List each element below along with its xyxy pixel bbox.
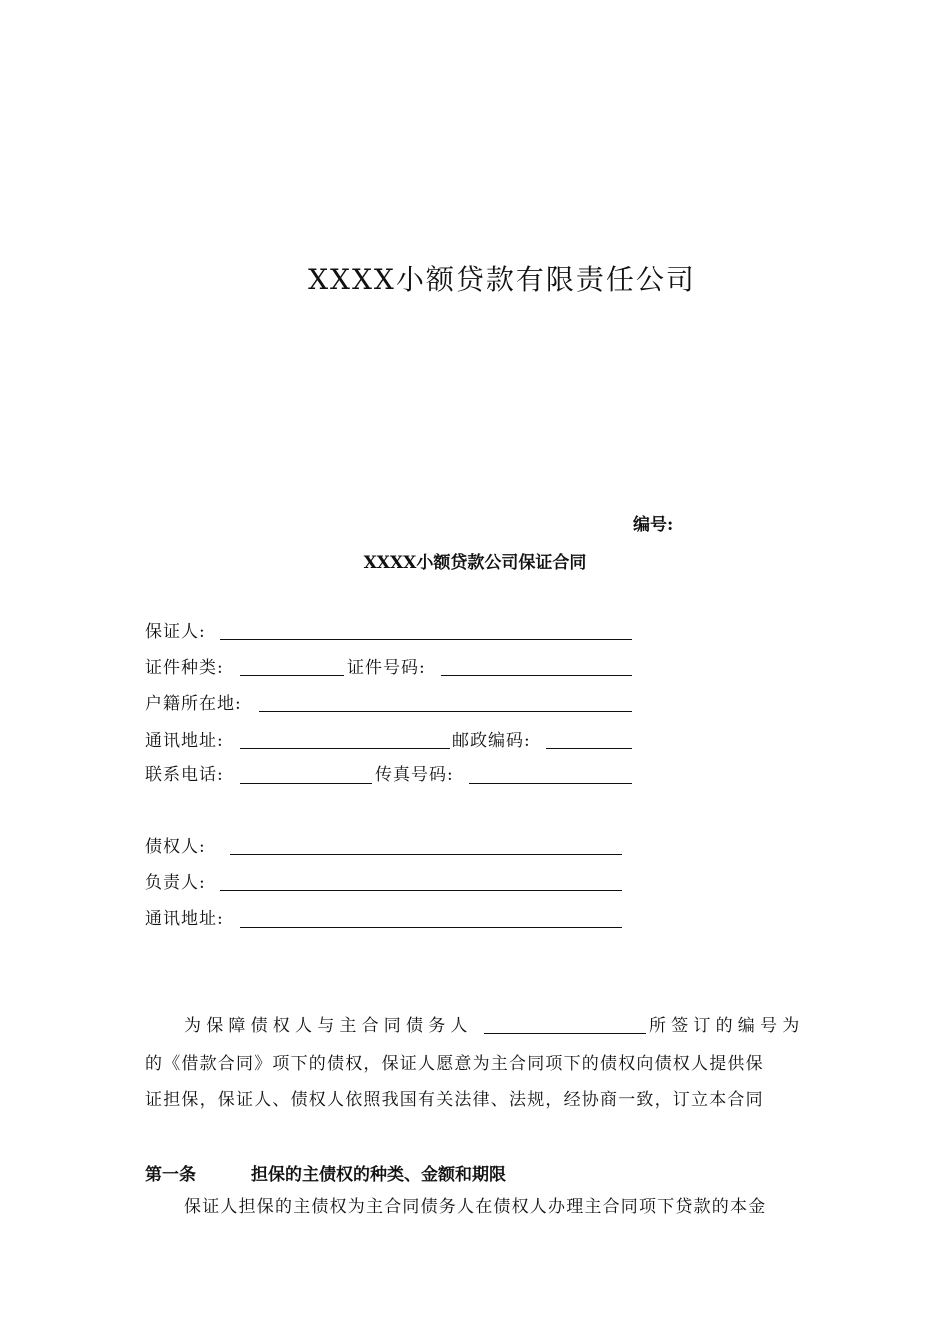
id-number-label: 证件号码: — [347, 658, 426, 678]
debtor-field[interactable] — [484, 1033, 646, 1034]
id-type-label: 证件种类: — [145, 658, 224, 678]
phone-label: 联系电话: — [145, 765, 224, 785]
contract-number-label: 编号: — [633, 515, 674, 535]
creditor-address-label: 通讯地址: — [145, 909, 224, 929]
fax-field[interactable] — [469, 783, 632, 784]
leader-field[interactable] — [220, 890, 622, 891]
domicile-field[interactable] — [259, 711, 632, 712]
intro-line-1b: 所签订的编号为 — [649, 1016, 805, 1036]
intro-line-1a: 为保障债权人与主合同债务人 — [184, 1016, 473, 1036]
id-type-field[interactable] — [240, 675, 344, 676]
postcode-label: 邮政编码: — [452, 731, 531, 751]
creditor-label: 债权人: — [145, 837, 206, 857]
guarantor-field[interactable] — [220, 639, 632, 640]
intro-line-3: 证担保，保证人、债权人依照我国有关法律、法规，经协商一致，订立本合同 — [145, 1090, 764, 1110]
guarantor-address-label: 通讯地址: — [145, 731, 224, 751]
postcode-field[interactable] — [546, 748, 632, 749]
phone-field[interactable] — [240, 783, 372, 784]
article-1-number: 第一条 — [145, 1165, 196, 1185]
company-title: XXXX小额贷款有限责任公司 — [308, 263, 696, 296]
guarantor-address-field[interactable] — [240, 748, 450, 749]
creditor-field[interactable] — [230, 854, 622, 855]
leader-label: 负责人: — [145, 873, 206, 893]
article-1-body: 保证人担保的主债权为主合同债务人在债权人办理主合同项下贷款的本金 — [184, 1197, 767, 1217]
guarantor-label: 保证人: — [145, 622, 206, 642]
creditor-address-field[interactable] — [240, 927, 622, 928]
article-1-heading — [145, 1160, 506, 1185]
fax-label: 传真号码: — [375, 765, 454, 785]
intro-line-2: 的《借款合同》项下的债权，保证人愿意为主合同项下的债权向债权人提供保 — [145, 1054, 764, 1074]
contract-title: XXXX小额贷款公司保证合同 — [363, 553, 587, 573]
article-1-title: 担保的主债权的种类、金额和期限 — [251, 1165, 506, 1185]
id-number-field[interactable] — [441, 675, 632, 676]
domicile-label: 户籍所在地: — [145, 694, 242, 714]
